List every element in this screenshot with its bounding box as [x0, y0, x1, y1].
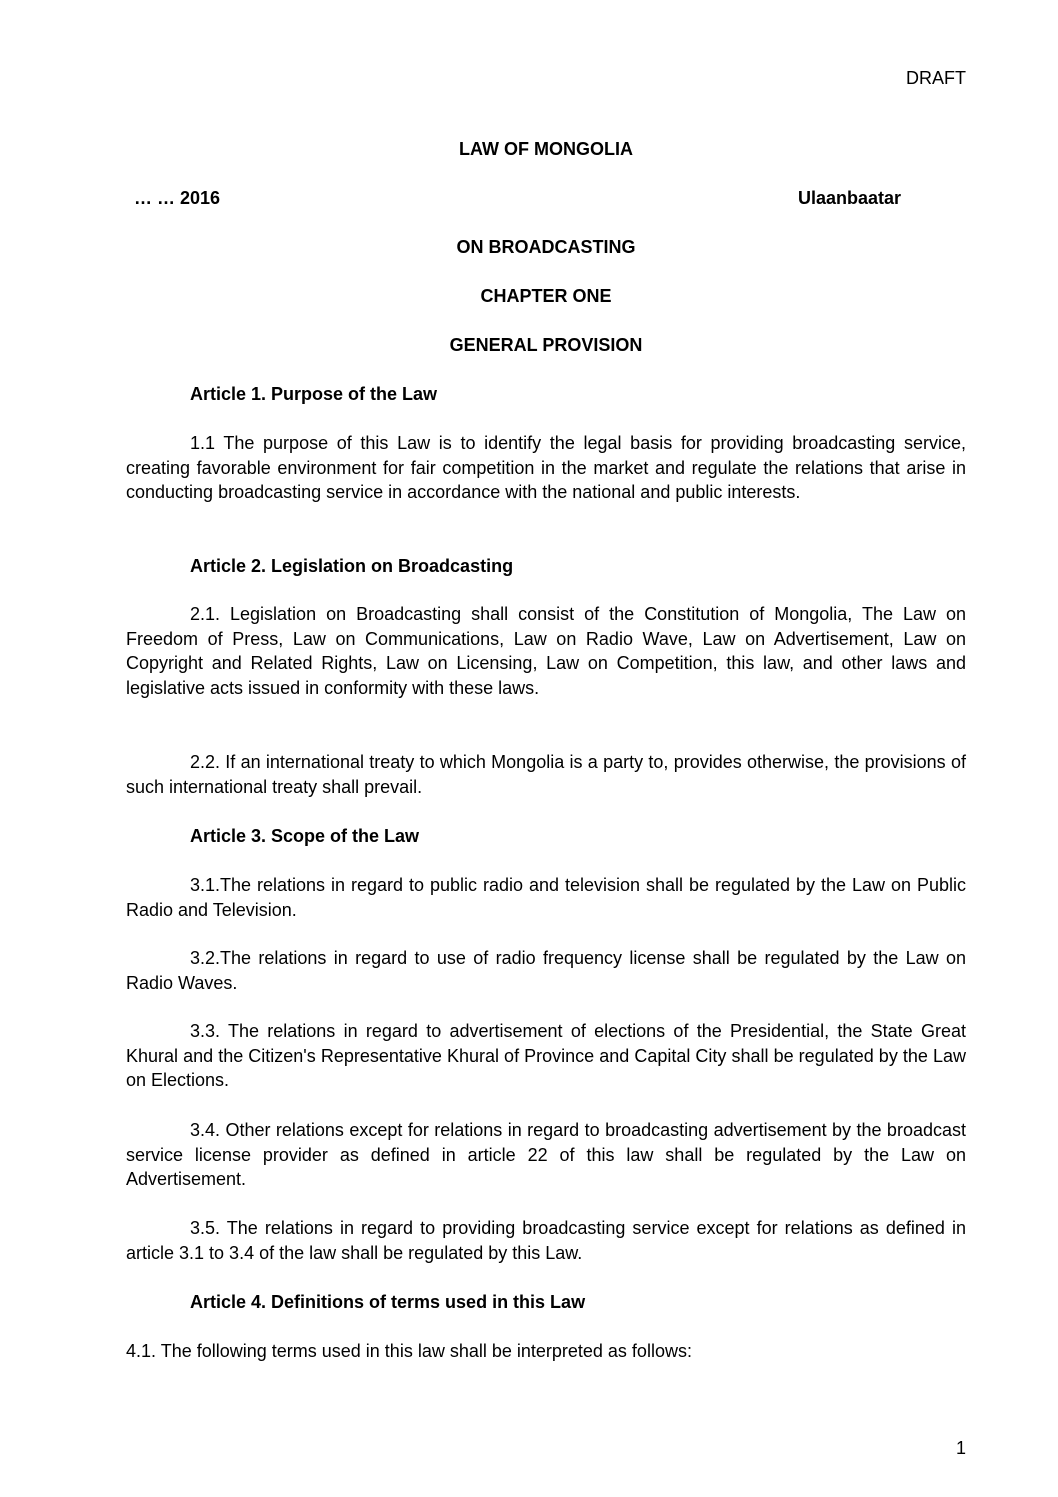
article-3-heading: Article 3. Scope of the Law	[190, 826, 420, 846]
article-2-heading: Article 2. Legislation on Broadcasting	[190, 556, 514, 576]
article-1-1-paragraph: 1.1 The purpose of this Law is to identify the legal basis for providing broadcasting service, creating favorable environment for fair competition in the market and regulate the relations that arise in conducting broadcasting service in accordance with the national and public interests.	[126, 433, 966, 502]
law-date: … … 2016	[134, 188, 221, 208]
law-place: Ulaanbaatar	[797, 188, 901, 208]
law-title: LAW OF MONGOLIA	[459, 139, 633, 159]
law-subject: ON BROADCASTING	[456, 237, 636, 257]
chapter-number: CHAPTER ONE	[480, 286, 612, 306]
article-3-1-paragraph: 3.1.The relations in regard to public radio and television shall be regulated by the Law on Public Radio and Television.	[126, 875, 966, 920]
draft-label: DRAFT	[906, 68, 966, 88]
chapter-title: GENERAL PROVISION	[449, 335, 643, 355]
article-3-5-paragraph: 3.5. The relations in regard to providing broadcasting service except for relations as defined in article 3.1 to 3.4 of the law shall be regulated by this Law.	[126, 1218, 966, 1263]
article-2-1-paragraph: 2.1. Legislation on Broadcasting shall consist of the Constitution of Mongolia, The Law on Freedom of Press, Law on Communications, Law on Radio Wave, Law on Advertisement, Law on Copyright and Related Rights, Law on Licensing, Law on Competition, this law, and other laws and legislative acts issued in conformity with these laws.	[126, 604, 966, 698]
article-3-4-paragraph: 3.4. Other relations except for relations in regard to broadcasting advertisement by the broadcast service license provider as defined in article 22 of this law shall be regulated by the Law on Advertisement.	[126, 1120, 966, 1189]
article-4-1-paragraph: 4.1. The following terms used in this law shall be interpreted as follows:	[126, 1341, 692, 1361]
article-1-heading: Article 1. Purpose of the Law	[190, 384, 438, 404]
article-3-2-paragraph: 3.2.The relations in regard to use of radio frequency license shall be regulated by the Law on Radio Waves.	[126, 948, 966, 993]
article-4-heading: Article 4. Definitions of terms used in this Law	[190, 1292, 586, 1312]
page-number: 1	[955, 1438, 966, 1458]
article-3-3-paragraph: 3.3. The relations in regard to advertisement of elections of the Presidential, the State Great Khural and the Citizen's Representative Khural of Province and Capital City shall be regulated by the Law on Elections.	[126, 1021, 966, 1090]
article-2-2-paragraph: 2.2. If an international treaty to which Mongolia is a party to, provides otherwise, the provisions of such international treaty shall prevail.	[126, 752, 966, 797]
